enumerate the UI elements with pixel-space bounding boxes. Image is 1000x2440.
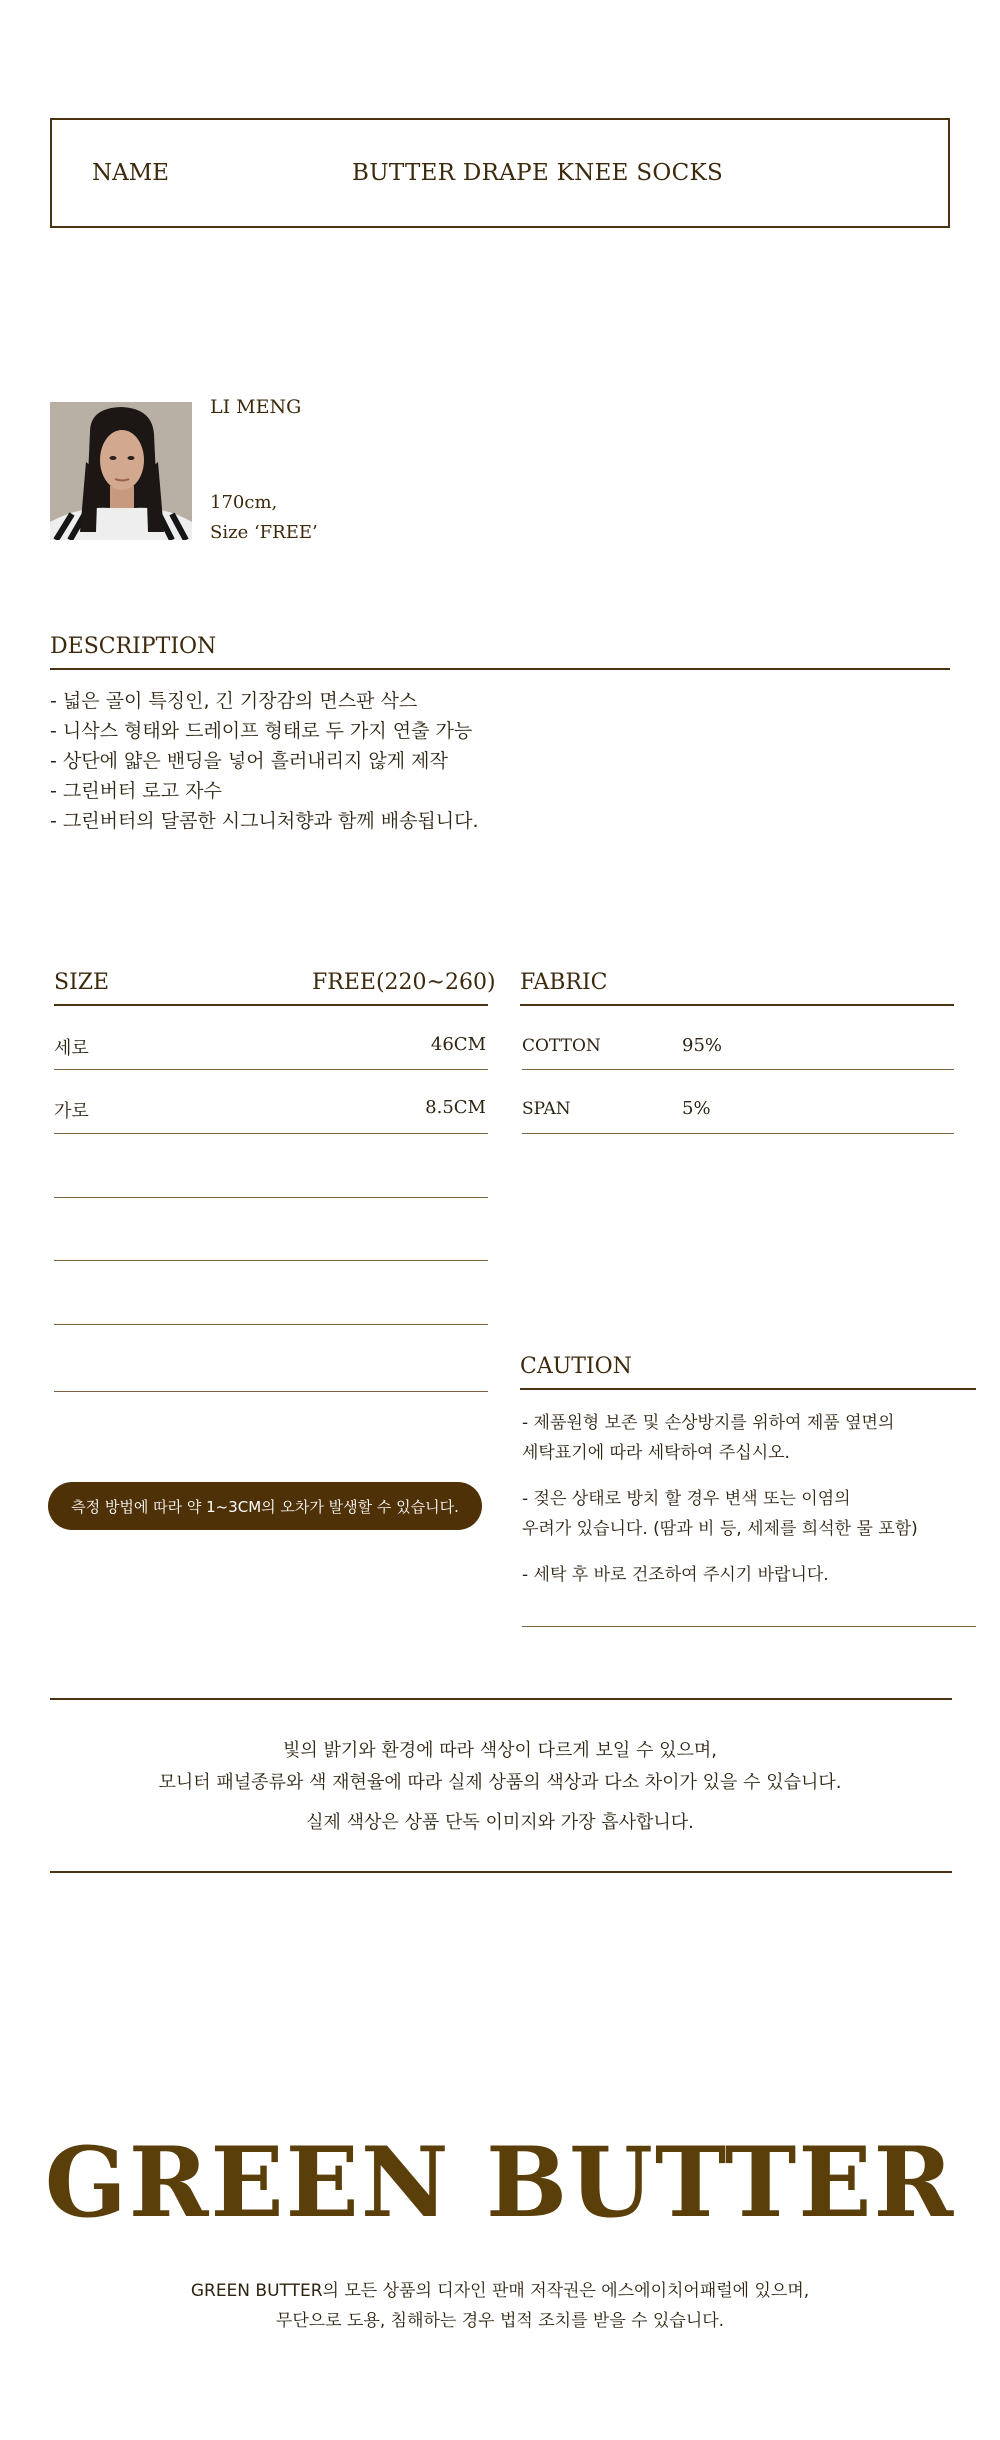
fabric-row-value: 5%: [682, 1098, 711, 1119]
table-rule: [54, 1260, 488, 1261]
description-title: DESCRIPTION: [50, 634, 217, 659]
description-item: - 넓은 골이 특징인, 긴 기장감의 면스판 삭스: [50, 690, 418, 712]
caution-item: [522, 1408, 982, 1468]
caution-item: [522, 1484, 982, 1544]
caution-list: [522, 1408, 982, 1606]
notice-bottom-rule: [50, 1871, 952, 1873]
caution-text: 세탁표기에 따라 세탁하여 주십시오.: [522, 1443, 790, 1463]
caution-text: - 제품원형 보존 및 손상방지를 위하여 제품 옆면의: [522, 1413, 895, 1433]
description-divider: [50, 668, 950, 670]
size-header-rule: [54, 1004, 488, 1006]
caution-title: CAUTION: [520, 1354, 632, 1379]
size-row-label: 세로: [54, 1038, 89, 1059]
copyright-text: GREEN BUTTER의 모든 상품의 디자인 판매 저작권은 에스에이치어패럴에 있으며,: [190, 2281, 810, 2301]
size-title: SIZE: [54, 970, 110, 995]
svg-text:GREEN BUTTER: GREEN BUTTER: [44, 2126, 956, 2238]
caution-text: - 젖은 상태로 방치 할 경우 변색 또는 이염의: [522, 1489, 851, 1509]
description-list: [50, 686, 479, 836]
fabric-row-value: 95%: [682, 1035, 723, 1056]
copyright-text: 무단으로 도용, 침해하는 경우 법적 조치를 받을 수 있습니다.: [275, 2311, 725, 2331]
table-rule: [54, 1069, 488, 1070]
brand-logo: [0, 2098, 1000, 2238]
measurement-note: 측정 방법에 따라 약 1~3CM의 오차가 발생할 수 있습니다.: [48, 1482, 482, 1530]
caution-text: 우려가 있습니다. (땀과 비 등, 세제를 희석한 물 포함): [522, 1519, 918, 1539]
model-photo: [50, 402, 192, 540]
caution-bottom-rule: [522, 1626, 976, 1627]
caution-header-rule: [520, 1388, 976, 1390]
fabric-row-label: COTTON: [522, 1036, 601, 1056]
name-label: NAME: [92, 160, 170, 186]
model-height: 170cm,: [210, 492, 278, 513]
fabric-row-label: SPAN: [522, 1099, 571, 1119]
product-name: BUTTER DRAPE KNEE SOCKS: [352, 160, 724, 186]
notice-top-rule: [50, 1698, 952, 1700]
description-item: - 그린버터 로고 자수: [50, 780, 222, 802]
color-notice-text: 모니터 패널종류와 색 재현율에 따라 실제 상품의 색상과 다소 차이가 있을 수 있습니다.: [158, 1772, 842, 1793]
table-rule: [54, 1197, 488, 1198]
fabric-header-rule: [520, 1004, 954, 1006]
size-row-value: 46CM: [430, 1034, 486, 1055]
description-item: - 상단에 얇은 밴딩을 넣어 흘러내리지 않게 제작: [50, 750, 448, 772]
size-value: FREE(220~260): [312, 970, 496, 995]
product-name-box: [50, 118, 950, 228]
caution-item: [522, 1560, 982, 1590]
fabric-title: FABRIC: [520, 970, 608, 995]
color-notice-text: 빛의 밝기와 환경에 따라 색상이 다르게 보일 수 있으며,: [282, 1740, 718, 1761]
table-rule: [522, 1069, 954, 1070]
table-rule: [54, 1391, 488, 1392]
table-rule: [54, 1133, 488, 1134]
model-name: LI MENG: [210, 396, 302, 418]
model-size: Size ‘FREE’: [210, 522, 318, 543]
size-row-value: 8.5CM: [425, 1097, 486, 1118]
caution-text: - 세탁 후 바로 건조하여 주시기 바랍니다.: [522, 1565, 829, 1585]
table-rule: [522, 1133, 954, 1134]
size-row-label: 가로: [54, 1101, 89, 1122]
table-rule: [54, 1324, 488, 1325]
description-item: - 그린버터의 달콤한 시그니처향과 함께 배송됩니다.: [50, 810, 479, 832]
color-notice-text: 실제 색상은 상품 단독 이미지와 가장 흡사합니다.: [306, 1812, 694, 1833]
description-item: - 니삭스 형태와 드레이프 형태로 두 가지 연출 가능: [50, 720, 473, 742]
